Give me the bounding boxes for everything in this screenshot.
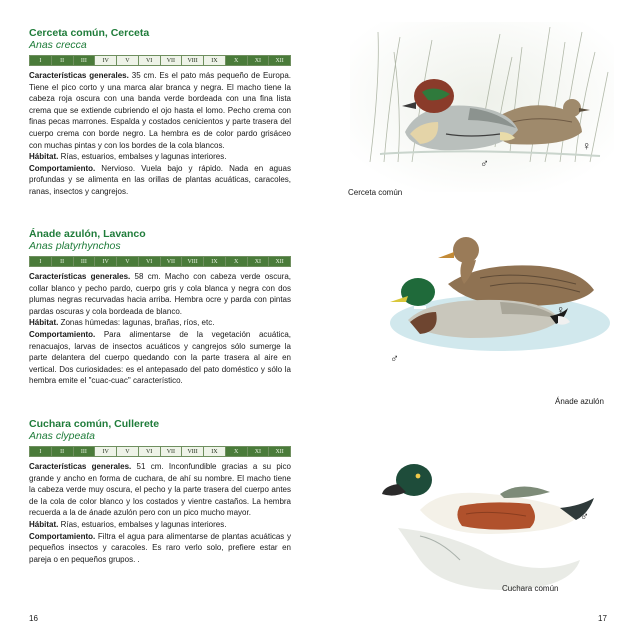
habitat-text: Rías, estuarios, embalses y lagunas interiores. (58, 152, 227, 162)
species-description (29, 70, 291, 198)
general-label: Características generales. (29, 462, 132, 471)
behavior-label: Comportamiento. (29, 329, 96, 339)
month-cell: XI (248, 56, 270, 65)
species-title: Cuchara común, Cullerete (29, 418, 160, 430)
month-cell: X (226, 447, 248, 456)
month-cell: IX (204, 56, 226, 65)
behavior-label: Comportamiento. (29, 531, 96, 541)
month-cell: X (226, 257, 248, 266)
month-cell: VII (161, 257, 183, 266)
month-bar (29, 256, 291, 267)
habitat-text: Zonas húmedas: lagunas, brañas, ríos, etc. (58, 318, 215, 328)
species-latin-name: Anas platyrhynchos (29, 240, 121, 252)
behavior-text: Para alimentarse de la vegetación acuática, renacuajos, larvas de insectos acuáticos y cangrejos sólo sumerge la parte delantera del cuerpo quedando con la parte trasera al aire en vertical. Dos curiosidades: es el antepasado del pato doméstico y sólo la hembra emite el "cuac-cuac" característico. (29, 329, 291, 386)
month-cell: IX (204, 257, 226, 266)
general-label: Características generales. (29, 272, 131, 281)
species-latin-name: Anas clypeata (29, 430, 95, 442)
species-entry-teal (29, 27, 291, 198)
month-cell: II (52, 56, 74, 65)
month-cell: VIII (182, 56, 204, 65)
month-cell: VI (139, 257, 161, 266)
male-symbol: ♂ (580, 509, 589, 523)
month-cell: VII (161, 447, 183, 456)
month-cell: V (117, 56, 139, 65)
male-symbol: ♂ (480, 156, 489, 170)
month-cell: X (226, 56, 248, 65)
species-description (29, 271, 291, 387)
month-cell: III (74, 447, 96, 456)
teal-caption: Cerceta común (348, 188, 403, 197)
month-cell: VII (161, 56, 183, 65)
species-description (29, 461, 291, 565)
general-label: Características generales. (29, 71, 129, 80)
male-symbol: ♂ (390, 351, 399, 365)
female-symbol: ♀ (582, 139, 591, 153)
mallard-caption: Ánade azulón (555, 397, 604, 406)
species-title: Cerceta común, Cerceta (29, 27, 150, 39)
month-cell: VIII (182, 257, 204, 266)
shoveler-caption: Cuchara común (502, 584, 559, 593)
month-cell: II (52, 257, 74, 266)
habitat-label: Hábitat. (29, 519, 59, 529)
month-cell: I (30, 447, 52, 456)
page-number-left: 16 (29, 614, 38, 623)
species-entry-shoveler (29, 418, 291, 565)
month-cell: I (30, 56, 52, 65)
month-cell: VI (139, 447, 161, 456)
month-bar (29, 446, 291, 457)
habitat-text: Rías, estuarios, embalses y lagunas interiores. (58, 519, 227, 529)
species-latin-name: Anas crecca (29, 39, 87, 51)
month-cell: II (52, 447, 74, 456)
behavior-label: Comportamiento. (29, 163, 96, 173)
month-cell: IX (204, 447, 226, 456)
month-cell: VIII (182, 447, 204, 456)
habitat-label: Hábitat. (29, 318, 59, 328)
general-text: 51 cm. Inconfundible gracias a su pico grande y ancho en forma de cuchara, de ahí su nombre. El macho tiene la cabeza verde muy oscura, el pecho y la parte trasera del cuerpo antes de la cola de color blanco y los costados y vientre castaños. La hembra recuerda a la de ánade azulón pero con un pico mucho mayor. (29, 462, 292, 518)
behavior-text: Filtra el agua para alimentarse de plantas acuáticas y pequeños insectos y caracoles. Es raro verlo solo, prefiere estar en pareja o en pequeños grupos. . (29, 531, 291, 564)
species-title: Ánade azulón, Lavanco (29, 228, 146, 240)
month-cell: IV (95, 447, 117, 456)
mallard-illustration (380, 228, 612, 368)
month-cell: III (74, 56, 96, 65)
behavior-text: Nervioso. Vuela bajo y rápido. Nada en aguas profundas y se alimenta en las orillas de plantas acuáticas, caracoles, ranas, insectos y cangrejos. (29, 163, 291, 196)
month-cell: XII (269, 56, 290, 65)
female-symbol: ♀ (556, 303, 565, 317)
general-text: 58 cm. Macho con cabeza verde oscura, collar blanco y pecho pardo, cuerpo gris y cola blanca y negra con dos plumas negras recurvadas hacia arriba. Hembra ocre y parda con pintas pardas oscuras y cola bordeada de blanco. (29, 272, 292, 316)
month-cell: XII (269, 447, 290, 456)
species-entry-mallard (29, 228, 291, 387)
month-cell: XI (248, 257, 270, 266)
month-cell: V (117, 447, 139, 456)
month-cell: IV (95, 257, 117, 266)
month-cell: XI (248, 447, 270, 456)
page-number-right: 17 (598, 614, 607, 623)
shoveler-illustration (380, 440, 612, 590)
general-text: 35 cm. Es el pato más pequeño de Europa. Tiene el pico corto y una marca alar branca y negra. El macho tiene la cabeza roja oscura con una banda verde bordeada con una fina lista crema que se extiende cubriendo el ojo hasta el lomo. Pecho crema con finas pecas marrones. Espalda y costados cenicientos y parte trasera del cuerpo crema con borde negro. La hembra es de color pardo grisáceo con muchas pintas y con los bordes de la cola blancos. (29, 71, 291, 150)
teal-illustration (350, 22, 614, 192)
month-cell: VI (139, 56, 161, 65)
habitat-label: Hábitat. (29, 152, 59, 162)
month-cell: I (30, 257, 52, 266)
month-cell: III (74, 257, 96, 266)
month-bar (29, 55, 291, 66)
month-cell: XII (269, 257, 290, 266)
month-cell: V (117, 257, 139, 266)
month-cell: IV (95, 56, 117, 65)
